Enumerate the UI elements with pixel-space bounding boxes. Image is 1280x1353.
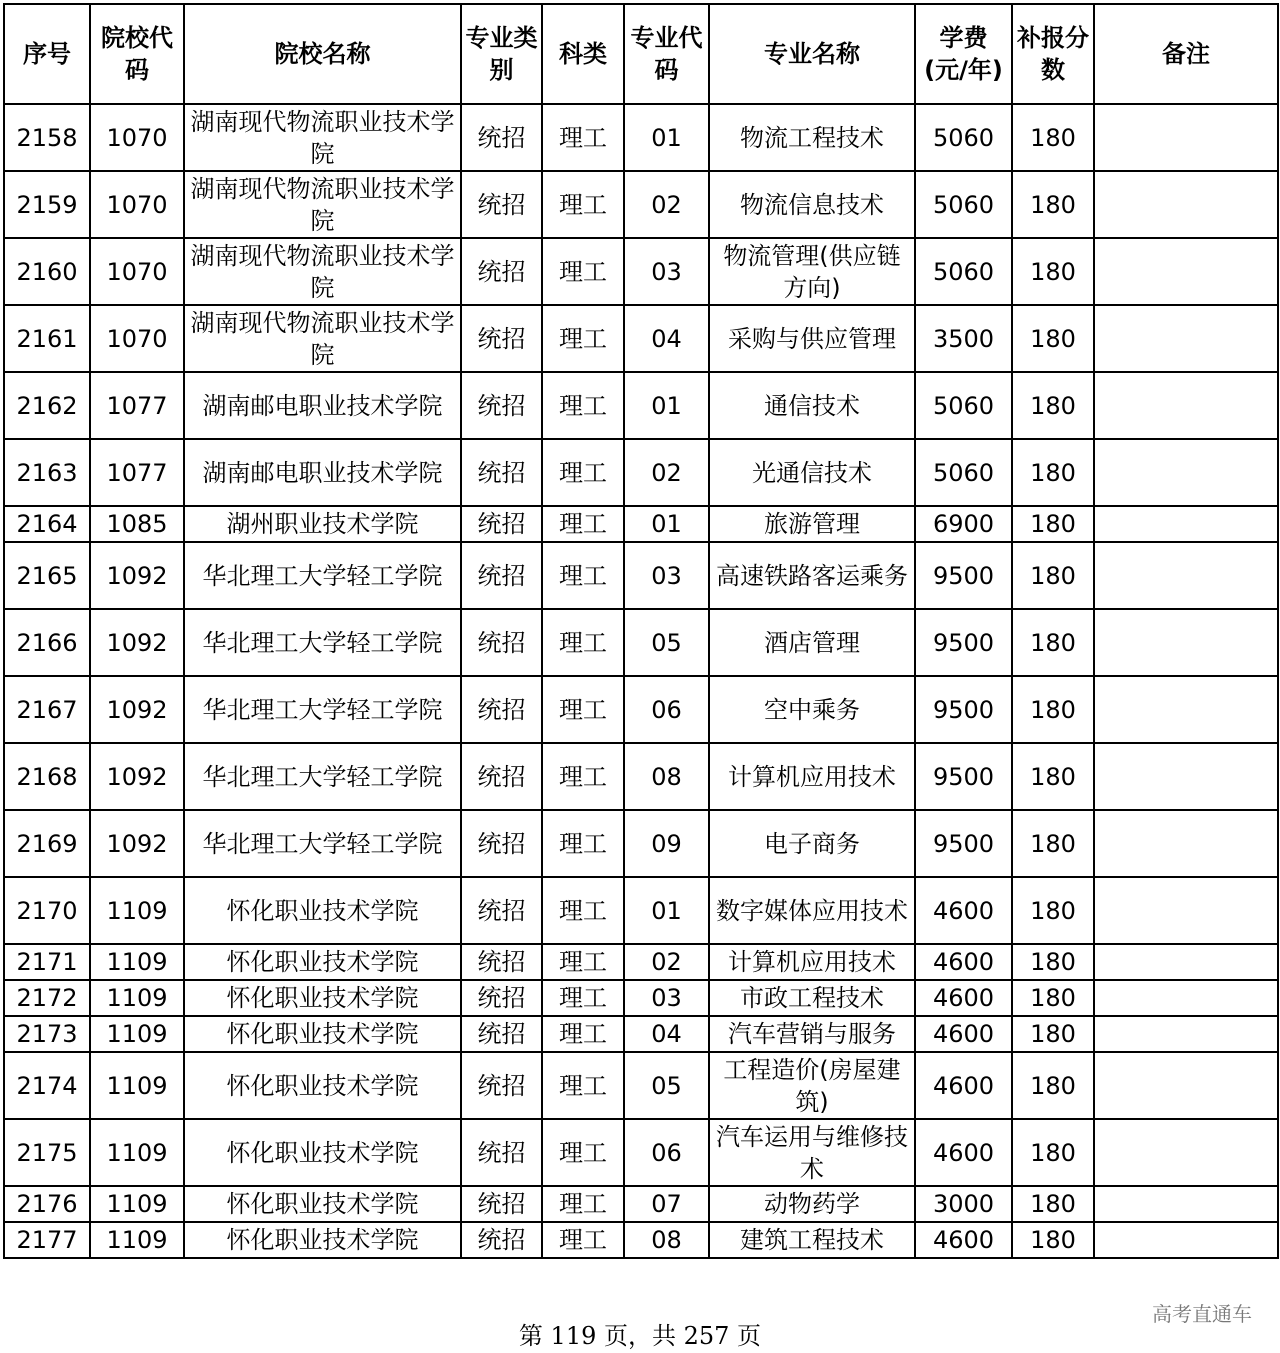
cell-no: 2163 [4,439,90,506]
cell-school-code: 1070 [90,171,184,238]
cell-major-code: 01 [624,877,709,944]
watermark: 高考直通车 [1152,1302,1252,1326]
cell-major-name: 酒店管理 [709,609,915,676]
cell-no: 2168 [4,743,90,810]
cell-no: 2177 [4,1222,90,1258]
cell-school-code: 1109 [90,980,184,1016]
cell-major-type: 统招 [461,609,542,676]
cell-major-type: 统招 [461,238,542,305]
cell-major-code: 02 [624,944,709,980]
cell-school-name: 华北理工大学轻工学院 [184,810,461,877]
cell-major-code: 04 [624,305,709,372]
cell-major-name: 计算机应用技术 [709,743,915,810]
cell-score: 180 [1012,305,1094,372]
cell-no: 2174 [4,1052,90,1119]
cell-category: 理工 [542,1186,624,1222]
cell-major-name: 动物药学 [709,1186,915,1222]
cell-category: 理工 [542,506,624,542]
cell-tuition: 5060 [915,238,1012,305]
cell-school-name: 华北理工大学轻工学院 [184,609,461,676]
cell-no: 2158 [4,104,90,171]
table-body [4,104,1278,1258]
cell-major-name: 空中乘务 [709,676,915,743]
cell-tuition: 4600 [915,1052,1012,1119]
cell-school-code: 1109 [90,1186,184,1222]
cell-category: 理工 [542,1119,624,1186]
cell-no: 2170 [4,877,90,944]
cell-school-name: 怀化职业技术学院 [184,1119,461,1186]
cell-major-code: 03 [624,980,709,1016]
cell-note [1094,609,1278,676]
header-category: 科类 [542,4,624,104]
cell-note [1094,676,1278,743]
cell-major-name: 汽车营销与服务 [709,1016,915,1052]
cell-note [1094,542,1278,609]
cell-note [1094,944,1278,980]
cell-category: 理工 [542,171,624,238]
cell-category: 理工 [542,1222,624,1258]
cell-major-code: 03 [624,238,709,305]
cell-no: 2171 [4,944,90,980]
cell-major-name: 建筑工程技术 [709,1222,915,1258]
cell-category: 理工 [542,944,624,980]
cell-major-code: 01 [624,506,709,542]
table-row [4,104,1278,171]
cell-major-name: 通信技术 [709,372,915,439]
cell-tuition: 4600 [915,877,1012,944]
cell-school-code: 1109 [90,1222,184,1258]
table-row [4,877,1278,944]
cell-major-type: 统招 [461,171,542,238]
cell-note [1094,1186,1278,1222]
cell-tuition: 9500 [915,609,1012,676]
cell-no: 2176 [4,1186,90,1222]
cell-major-name: 物流工程技术 [709,104,915,171]
cell-category: 理工 [542,609,624,676]
cell-major-name: 数字媒体应用技术 [709,877,915,944]
cell-major-type: 统招 [461,305,542,372]
cell-major-code: 04 [624,1016,709,1052]
cell-tuition: 3500 [915,305,1012,372]
cell-school-name: 华北理工大学轻工学院 [184,542,461,609]
cell-school-name: 怀化职业技术学院 [184,1186,461,1222]
cell-tuition: 6900 [915,506,1012,542]
cell-school-code: 1109 [90,944,184,980]
cell-category: 理工 [542,1016,624,1052]
cell-major-code: 01 [624,104,709,171]
cell-score: 180 [1012,980,1094,1016]
cell-note [1094,810,1278,877]
cell-major-type: 统招 [461,372,542,439]
cell-major-name: 计算机应用技术 [709,944,915,980]
cell-tuition: 5060 [915,439,1012,506]
cell-major-type: 统招 [461,743,542,810]
admissions-table [3,3,1279,1259]
cell-major-name: 采购与供应管理 [709,305,915,372]
cell-score: 180 [1012,238,1094,305]
table-row [4,305,1278,372]
cell-category: 理工 [542,877,624,944]
header-note: 备注 [1094,4,1278,104]
cell-score: 180 [1012,542,1094,609]
cell-no: 2167 [4,676,90,743]
cell-score: 180 [1012,609,1094,676]
cell-score: 180 [1012,743,1094,810]
cell-score: 180 [1012,506,1094,542]
cell-score: 180 [1012,171,1094,238]
cell-tuition: 4600 [915,1222,1012,1258]
cell-major-type: 统招 [461,1119,542,1186]
cell-tuition: 9500 [915,810,1012,877]
cell-major-type: 统招 [461,1186,542,1222]
cell-score: 180 [1012,1222,1094,1258]
cell-major-type: 统招 [461,1222,542,1258]
cell-note [1094,104,1278,171]
cell-major-code: 05 [624,1052,709,1119]
cell-school-code: 1070 [90,305,184,372]
cell-no: 2164 [4,506,90,542]
cell-school-name: 湖南邮电职业技术学院 [184,439,461,506]
cell-major-name: 物流管理(供应链方向) [709,238,915,305]
table-row [4,1119,1278,1186]
header-no: 序号 [4,4,90,104]
cell-school-name: 湖南现代物流职业技术学院 [184,305,461,372]
cell-school-name: 湖南现代物流职业技术学院 [184,104,461,171]
cell-school-code: 1109 [90,1052,184,1119]
header-score: 补报分数 [1012,4,1094,104]
cell-note [1094,305,1278,372]
cell-category: 理工 [542,980,624,1016]
cell-score: 180 [1012,104,1094,171]
table-row [4,372,1278,439]
cell-major-type: 统招 [461,877,542,944]
cell-school-name: 湖南现代物流职业技术学院 [184,171,461,238]
cell-note [1094,743,1278,810]
cell-score: 180 [1012,944,1094,980]
table-row [4,609,1278,676]
cell-note [1094,980,1278,1016]
cell-category: 理工 [542,676,624,743]
cell-note [1094,506,1278,542]
cell-school-name: 怀化职业技术学院 [184,1052,461,1119]
header-row [4,4,1278,104]
table-row [4,439,1278,506]
cell-category: 理工 [542,810,624,877]
cell-major-type: 统招 [461,980,542,1016]
cell-tuition: 5060 [915,104,1012,171]
cell-no: 2169 [4,810,90,877]
table-row [4,944,1278,980]
cell-school-code: 1077 [90,372,184,439]
cell-school-name: 湖南现代物流职业技术学院 [184,238,461,305]
cell-tuition: 3000 [915,1186,1012,1222]
cell-score: 180 [1012,372,1094,439]
cell-category: 理工 [542,305,624,372]
cell-note [1094,1222,1278,1258]
cell-note [1094,439,1278,506]
cell-major-name: 汽车运用与维修技术 [709,1119,915,1186]
cell-tuition: 4600 [915,944,1012,980]
cell-major-code: 02 [624,171,709,238]
cell-score: 180 [1012,1119,1094,1186]
cell-category: 理工 [542,439,624,506]
cell-tuition: 9500 [915,542,1012,609]
cell-no: 2165 [4,542,90,609]
cell-major-type: 统招 [461,506,542,542]
cell-note [1094,1052,1278,1119]
cell-major-code: 01 [624,372,709,439]
table-row [4,810,1278,877]
cell-major-type: 统招 [461,542,542,609]
cell-major-name: 旅游管理 [709,506,915,542]
header-major-type: 专业类别 [461,4,542,104]
cell-major-code: 06 [624,676,709,743]
cell-no: 2166 [4,609,90,676]
cell-no: 2172 [4,980,90,1016]
cell-major-code: 09 [624,810,709,877]
header-tuition: 学费(元/年) [915,4,1012,104]
table-row [4,1052,1278,1119]
table-row [4,542,1278,609]
cell-school-name: 华北理工大学轻工学院 [184,743,461,810]
cell-major-name: 工程造价(房屋建筑) [709,1052,915,1119]
cell-major-type: 统招 [461,439,542,506]
cell-major-name: 光通信技术 [709,439,915,506]
cell-school-name: 怀化职业技术学院 [184,877,461,944]
cell-school-code: 1070 [90,104,184,171]
cell-no: 2160 [4,238,90,305]
cell-score: 180 [1012,810,1094,877]
cell-major-type: 统招 [461,676,542,743]
cell-category: 理工 [542,372,624,439]
cell-school-name: 湖南邮电职业技术学院 [184,372,461,439]
cell-no: 2173 [4,1016,90,1052]
cell-tuition: 4600 [915,980,1012,1016]
cell-category: 理工 [542,743,624,810]
cell-tuition: 5060 [915,372,1012,439]
cell-score: 180 [1012,1016,1094,1052]
table-row [4,238,1278,305]
cell-score: 180 [1012,676,1094,743]
cell-tuition: 4600 [915,1119,1012,1186]
cell-score: 180 [1012,877,1094,944]
cell-school-code: 1092 [90,676,184,743]
cell-score: 180 [1012,439,1094,506]
cell-note [1094,1016,1278,1052]
cell-major-type: 统招 [461,810,542,877]
cell-school-code: 1092 [90,810,184,877]
table-row [4,506,1278,542]
cell-no: 2175 [4,1119,90,1186]
cell-major-name: 高速铁路客运乘务 [709,542,915,609]
cell-note [1094,1119,1278,1186]
table-row [4,743,1278,810]
header-major-code: 专业代码 [624,4,709,104]
cell-major-code: 05 [624,609,709,676]
cell-school-code: 1077 [90,439,184,506]
cell-major-type: 统招 [461,944,542,980]
cell-note [1094,171,1278,238]
cell-school-code: 1085 [90,506,184,542]
table-row [4,171,1278,238]
cell-tuition: 5060 [915,171,1012,238]
cell-tuition: 9500 [915,743,1012,810]
cell-category: 理工 [542,238,624,305]
cell-no: 2161 [4,305,90,372]
header-school-name: 院校名称 [184,4,461,104]
cell-category: 理工 [542,104,624,171]
cell-school-code: 1092 [90,609,184,676]
cell-major-type: 统招 [461,1052,542,1119]
cell-major-name: 市政工程技术 [709,980,915,1016]
cell-school-code: 1109 [90,1119,184,1186]
cell-school-name: 怀化职业技术学院 [184,944,461,980]
cell-major-code: 06 [624,1119,709,1186]
cell-score: 180 [1012,1186,1094,1222]
cell-school-code: 1092 [90,743,184,810]
cell-note [1094,877,1278,944]
cell-school-code: 1109 [90,1016,184,1052]
cell-no: 2159 [4,171,90,238]
page-footer: 第 119 页，共 257 页 [518,1322,762,1350]
cell-school-name: 怀化职业技术学院 [184,1222,461,1258]
cell-major-code: 08 [624,1222,709,1258]
cell-category: 理工 [542,542,624,609]
cell-no: 2162 [4,372,90,439]
table-row [4,1186,1278,1222]
cell-school-code: 1109 [90,877,184,944]
table-row [4,676,1278,743]
cell-tuition: 4600 [915,1016,1012,1052]
cell-note [1094,238,1278,305]
cell-school-code: 1070 [90,238,184,305]
cell-major-name: 物流信息技术 [709,171,915,238]
cell-major-code: 08 [624,743,709,810]
header-major-name: 专业名称 [709,4,915,104]
header-school-code: 院校代码 [90,4,184,104]
cell-major-code: 03 [624,542,709,609]
cell-school-name: 华北理工大学轻工学院 [184,676,461,743]
cell-score: 180 [1012,1052,1094,1119]
cell-school-code: 1092 [90,542,184,609]
cell-tuition: 9500 [915,676,1012,743]
cell-major-code: 02 [624,439,709,506]
table-row [4,1222,1278,1258]
cell-school-name: 怀化职业技术学院 [184,980,461,1016]
cell-major-name: 电子商务 [709,810,915,877]
cell-school-name: 怀化职业技术学院 [184,1016,461,1052]
table-row [4,1016,1278,1052]
cell-major-type: 统招 [461,104,542,171]
cell-school-name: 湖州职业技术学院 [184,506,461,542]
cell-note [1094,372,1278,439]
cell-major-code: 07 [624,1186,709,1222]
cell-category: 理工 [542,1052,624,1119]
cell-major-type: 统招 [461,1016,542,1052]
table-row [4,980,1278,1016]
